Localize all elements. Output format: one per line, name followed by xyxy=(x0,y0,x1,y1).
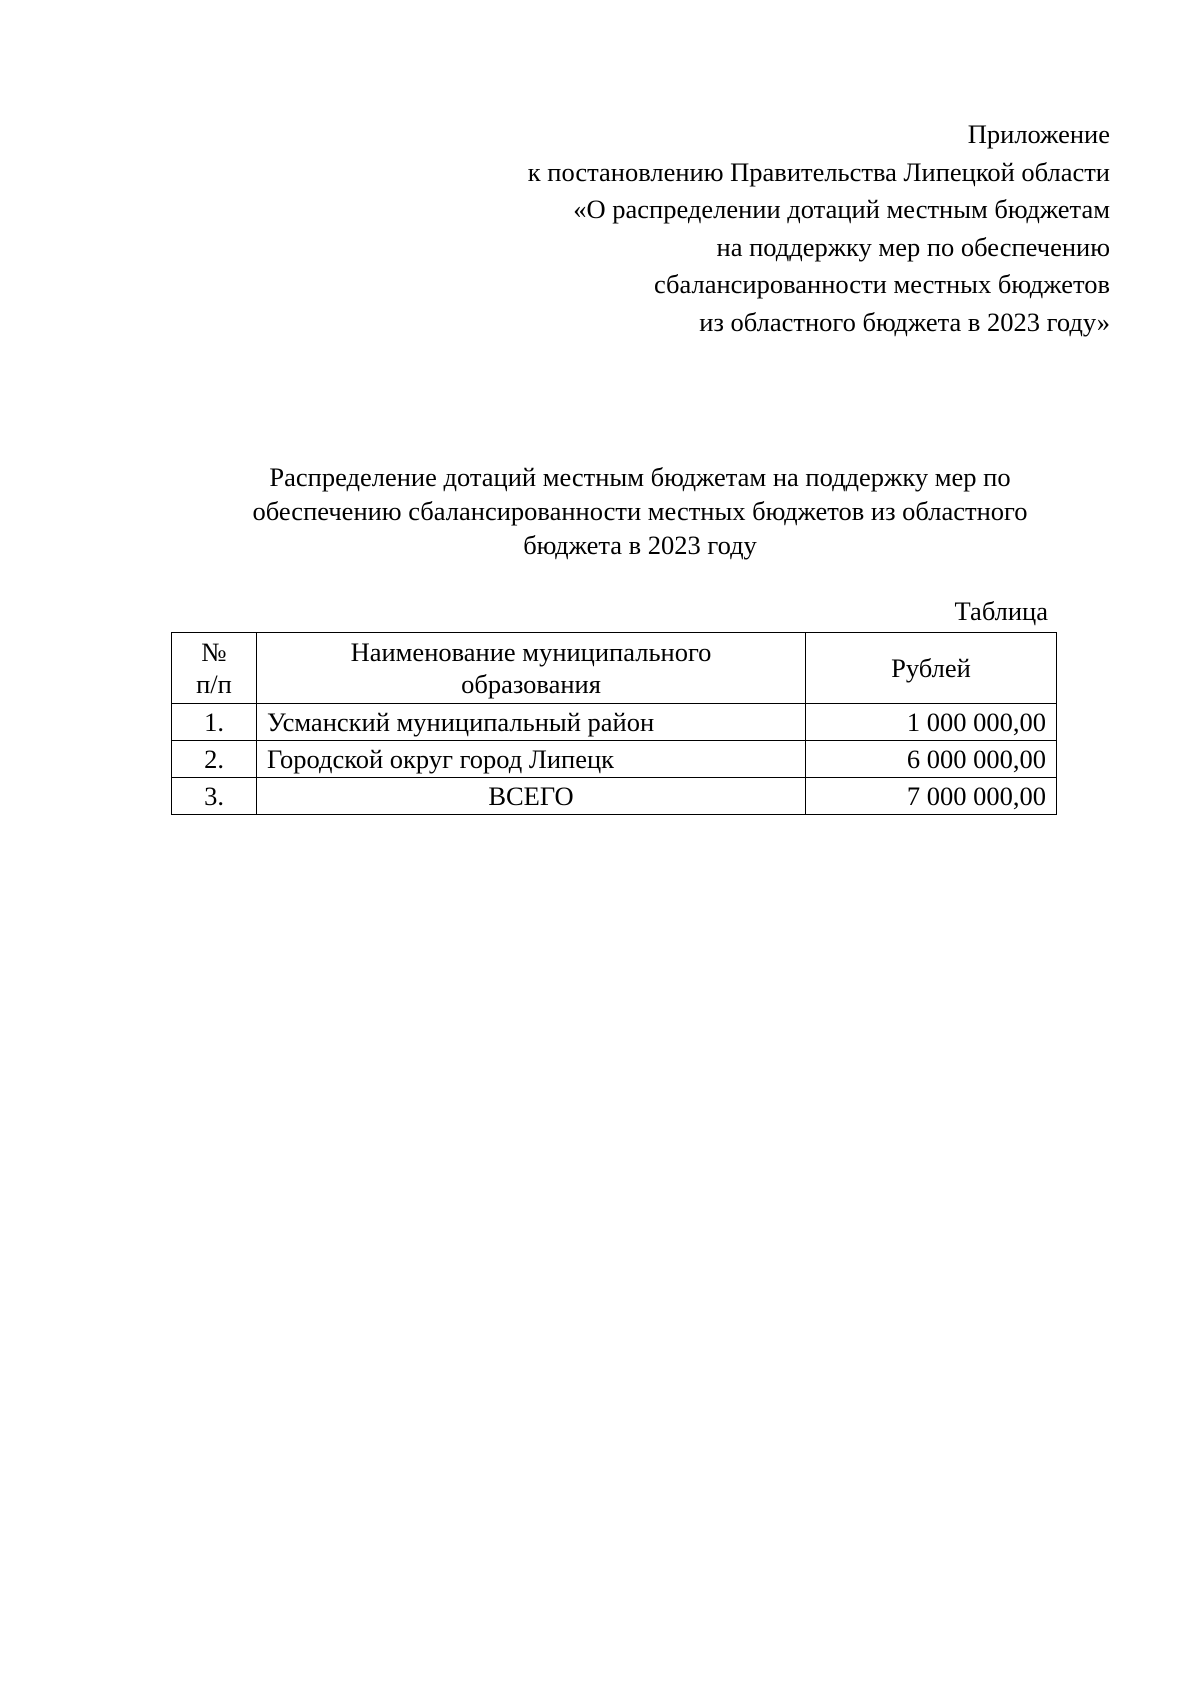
document-title xyxy=(170,460,1110,562)
title-line: Распределение дотаций местным бюджетам на поддержку мер по xyxy=(269,462,1011,492)
row-number: 3. xyxy=(172,778,257,815)
header-name-line: Наименование муниципального xyxy=(350,637,712,667)
appendix-block xyxy=(310,116,1110,341)
appendix-line: на поддержку мер по обеспечению xyxy=(716,231,1110,262)
row-municipality: Городской округ город Липецк xyxy=(257,741,806,778)
row-municipality: Усманский муниципальный район xyxy=(257,704,806,741)
table-row xyxy=(172,704,1057,741)
header-number-line: № xyxy=(201,637,227,667)
appendix-line: Приложение xyxy=(967,119,1110,149)
table-caption: Таблица xyxy=(954,596,1048,626)
row-total-label: ВСЕГО xyxy=(257,778,806,815)
table-header-row xyxy=(172,633,1057,704)
row-number: 1. xyxy=(172,704,257,741)
table-row-total xyxy=(172,778,1057,815)
header-number-line: п/п xyxy=(196,669,232,699)
appendix-line: к постановлению Правительства Липецкой области xyxy=(527,156,1110,187)
row-total-amount: 7 000 000,00 xyxy=(806,778,1057,815)
appendix-line: «О распределении дотаций местным бюджетам xyxy=(573,194,1110,224)
header-number xyxy=(172,633,257,704)
header-municipality-name xyxy=(257,633,806,704)
table-header xyxy=(172,633,1057,704)
header-name-line: образования xyxy=(461,669,601,699)
row-amount: 6 000 000,00 xyxy=(806,741,1057,778)
table-body xyxy=(172,704,1057,815)
header-rubles: Рублей xyxy=(806,633,1057,704)
distribution-table xyxy=(171,632,1057,815)
row-amount: 1 000 000,00 xyxy=(806,704,1057,741)
row-number: 2. xyxy=(172,741,257,778)
title-line: бюджета в 2023 году xyxy=(523,530,757,560)
appendix-line: из областного бюджета в 2023 году» xyxy=(699,306,1110,337)
title-line: обеспечению сбалансированности местных бюджетов из областного xyxy=(252,496,1028,526)
appendix-line: сбалансированности местных бюджетов xyxy=(653,269,1110,299)
table-row xyxy=(172,741,1057,778)
